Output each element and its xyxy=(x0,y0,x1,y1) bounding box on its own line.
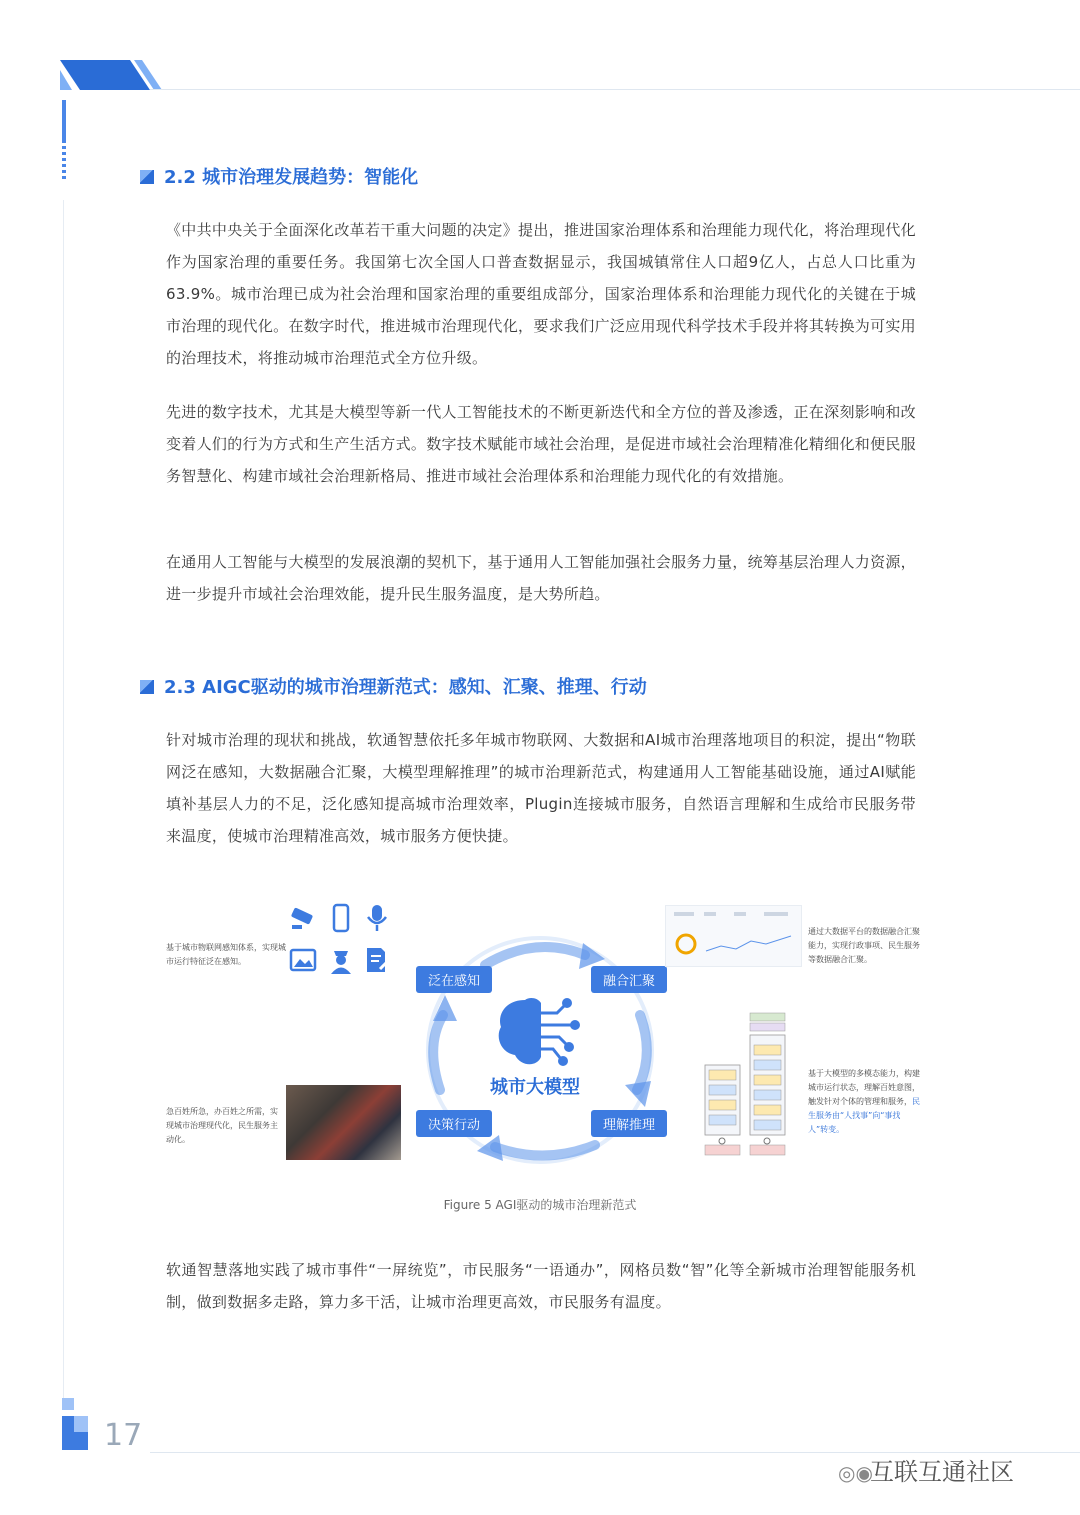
note-fusion: 通过大数据平台的数据融合汇聚能力，实现行政事项、民生服务等数据融合汇聚。 xyxy=(808,927,920,964)
node-fusion: 融合汇聚 xyxy=(591,966,667,993)
section-2-3-heading xyxy=(140,673,647,699)
footer-brand xyxy=(838,1452,1014,1487)
section-2-2-paragraph-1: 《中共中央关于全面深化改革若干重大问题的决定》提出，推进国家治理体系和治理能力现代化，将治理现代化作为国家治理的重要任务。我国第七次全国人口普查数据显示，我国城镇常住人口超9亿人，占总人口比重为63.9%。城市治理已成为社会治理和国家治理的重要组成部分，国家治理体系和治理能力现代化的关键在于城市治理的现代化。在数字时代，推进城市治理现代化，要求我们广泛应用现代科学技术手段并将其转换为可实用的治理技术，将推动城市治理范式全方位升级。 xyxy=(166,221,916,367)
node-perception: 泛在感知 xyxy=(416,966,492,993)
document-edit-icon xyxy=(362,945,392,975)
dashboard-sparkline-icon xyxy=(666,906,801,966)
note-action: 急百姓所急，办百姓之所需，实现城市治理现代化，民生服务主动化。 xyxy=(166,1107,278,1144)
section-2-3-title: 2.3 AIGC驱动的城市治理新范式：感知、汇聚、推理、行动 xyxy=(164,677,647,698)
heading-bullet-icon xyxy=(140,680,154,694)
figure-5 xyxy=(160,895,920,1185)
note-reasoning-text: 基于大模型的多模态能力，构建城市运行状态，理解百姓意图，触发针对个体的管理和服务， xyxy=(808,1069,920,1106)
note-reasoning xyxy=(808,1067,920,1137)
section-2-2-paragraph-3: 在通用人工智能与大模型的发展浪潮的契机下，基于通用人工智能加强社会服务力量，统筹基层治理人力资源，进一步提升市域社会治理效能，提升民生服务温度，是大势所趋。 xyxy=(166,553,916,603)
header-rule xyxy=(150,89,1080,90)
center-model-label: 城市大模型 xyxy=(490,1077,580,1098)
figure-caption: Figure 5 AGI驱动的城市治理新范式 xyxy=(443,1198,637,1212)
note-perception: 基于城市物联网感知体系，实现城市运行特征泛在感知。 xyxy=(166,943,286,966)
page-number: 17 xyxy=(104,1418,143,1453)
dashboard-thumbnail xyxy=(665,905,802,967)
image-icon xyxy=(288,945,318,975)
section-2-2-heading xyxy=(140,163,418,189)
brain-ai-icon xyxy=(495,995,585,1070)
section-2-2-paragraph-2: 先进的数字技术，尤其是大模型等新一代人工智能技术的不断更新迭代和全方位的普及渗透，正在深刻影响和改变着人们的行为方式和生产生活方式。数字技术赋能市域社会治理，是促进市域社会治理精准化精细化和便民服务智慧化、构建市域社会治理新格局、推进市域社会治理体系和治理能力现代化的有效措施。 xyxy=(166,403,916,485)
section-2-3-paragraph-1: 针对城市治理的现状和挑战，软通智慧依托多年城市物联网、大数据和AI城市治理落地项目的积淀，提出“物联网泛在感知，大数据融合汇聚，大模型理解推理”的城市治理新范式，构建通用人工智能基础设施，通过AI赋能填补基层人力的不足，泛化感知提高城市治理效率，Plugin连接城市服务，自然语言理解和生成给市民服务带来温度，使城市治理精准高效，城市服务方便快捷。 xyxy=(166,731,916,845)
note-reasoning-highlight: 民生服务由“人找事”向“事找人”转变。 xyxy=(808,1097,920,1134)
officer-icon xyxy=(326,945,356,975)
microphone-icon xyxy=(362,903,392,933)
left-margin-rule xyxy=(63,200,64,1400)
section-2-3-paragraph-2: 软通智慧落地实践了城市事件“一屏统览”，市民服务“一语通办”，网格员数“智”化等全新城市治理智能服务机制，做到数据多走路，算力多干活，让城市治理更高效，市民服务有温度。 xyxy=(166,1261,916,1311)
wechat-icon: ◎◉ xyxy=(838,1461,873,1485)
camera-icon xyxy=(288,903,318,933)
node-action: 决策行动 xyxy=(416,1110,492,1137)
node-reasoning: 理解推理 xyxy=(591,1110,667,1137)
footer-brand-text: 互联互通社区 xyxy=(870,1458,1014,1486)
transformer-diagram-thumbnail xyxy=(685,1005,805,1185)
field-action-photo xyxy=(286,1085,401,1160)
phone-icon xyxy=(326,903,356,933)
section-2-2-title: 2.2 城市治理发展趋势：智能化 xyxy=(164,167,419,188)
heading-bullet-icon xyxy=(140,170,154,184)
header-logo-stripes xyxy=(60,60,170,90)
left-accent-dots xyxy=(62,140,66,180)
page-number-marker-icon xyxy=(60,1398,94,1454)
